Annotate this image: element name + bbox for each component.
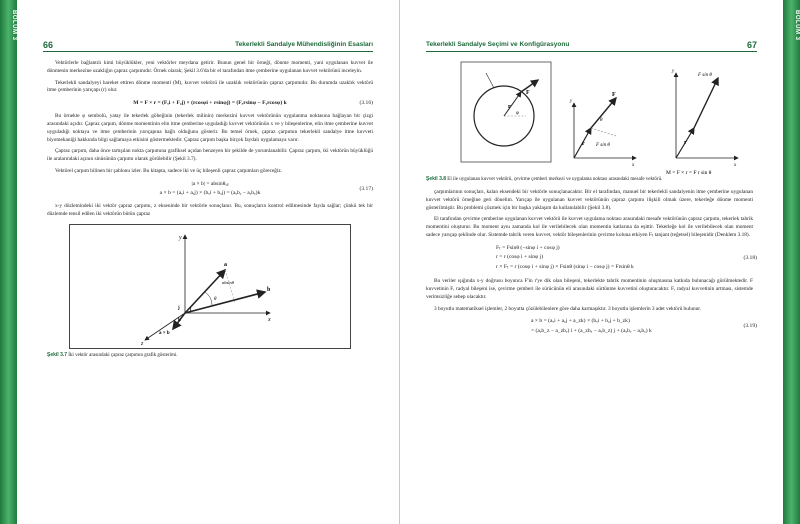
equation-number: (3.16) bbox=[359, 100, 373, 107]
paragraph: Vektörlerle bağlantılı kimi büyüklükler, yeni vektörler meydana getirir. Bunun genel bir örneği, dönme momenti, yani uygulanan kuvvet ile dönmenin merkezine uzaklığın çapraz çarpımıdır. Örnek olarak; Şekil 3.6'da bir el tarafından itme çemberine uygulanan kuvvet vektörünü inceleyin. bbox=[47, 60, 373, 74]
component-line bbox=[591, 128, 616, 136]
r-label-2: r bbox=[582, 141, 585, 147]
theta-label: θ bbox=[214, 297, 217, 303]
right-page bbox=[400, 0, 783, 524]
r-label-3: r bbox=[684, 140, 687, 146]
force-vector bbox=[591, 98, 616, 128]
equation-line: a × b = (aₓi + aᵧj + a_zk) × (bₓi + bᵧj + b_zk) bbox=[531, 318, 630, 325]
r-label: r bbox=[508, 104, 511, 110]
equation-line: a × b = (aₓi + aᵧj) × (bₓi + bᵧj) = (aₓbᵧ − aᵧbₓ)k bbox=[159, 189, 261, 196]
handrim-panel bbox=[461, 62, 551, 162]
left-page-body bbox=[47, 60, 373, 365]
right-page-header bbox=[426, 40, 757, 52]
Fsin-label-2: F sin θ bbox=[698, 73, 712, 78]
handrim-force-diagram bbox=[426, 58, 753, 176]
equation-text: M = F × r = (Fₓi + Fᵧj) × (rcosφi + rsinφj) = (Fₓrsinφ − Fᵧrcosφ) k bbox=[133, 100, 287, 107]
F-label: F bbox=[526, 90, 530, 96]
right-page-body bbox=[426, 58, 757, 342]
left-page bbox=[17, 0, 400, 524]
cross-product-diagram bbox=[70, 225, 350, 348]
x-label-2: x bbox=[734, 163, 737, 168]
F-label-2: F bbox=[612, 92, 616, 98]
y-label: y bbox=[570, 99, 573, 104]
moment-panel bbox=[666, 69, 738, 176]
vector-a bbox=[185, 270, 225, 313]
equation-line: Fₜ = Fsinθ (−sinφ i + cosφ j) bbox=[496, 244, 560, 251]
left-page-header bbox=[43, 40, 373, 52]
phi-label: φ bbox=[516, 111, 519, 116]
vector-b bbox=[185, 292, 265, 313]
figure-caption bbox=[47, 352, 373, 359]
a-label: a bbox=[224, 262, 227, 269]
equation-number: (3.19) bbox=[743, 323, 757, 330]
figure-3-8 bbox=[426, 58, 753, 176]
y-label-2: y bbox=[672, 69, 675, 74]
paragraph: Bu veriler ışığında x-y doğrusu boyunca F'in r'ye dik olan bileşeni, tekerlekte tahrik momentinin oluşmasına katkıda bulunacağı görülmektedir. F kuvvetinin Fᵣ radyal bileşeni ise, çevirme çemberi ile sürücünün eli arasındaki sürtünme kuvvetini oluşturacaktır. Fᵣ radyal kuvvetinin artması, sistemde verimsizliğe sebep olacaktır. bbox=[426, 278, 753, 300]
paragraph: El tarafından çevirme çemberine uygulanan kuvvet vektörü ile kuvvet uygulama noktası arasındaki mesafe vektörünün çapraz çarpımı, tekerlek tahrik momentini oluşturur. Bu moment aynı zamanda kol ile verilebilecek olan momentin katlarına da eşittir. Tekerleğe kol ile verilebilecek olan moment sadece yarıçap şeklinde olur. Sistemde tahrik veren kuvvet, vektör bileşenlerinin çevirme koluna etkiyen Fₜ tanjant (teğetsel) bileşenidir (Denklem 3.18). bbox=[426, 216, 753, 238]
absin-label: absinθ bbox=[222, 280, 234, 286]
moment-label: M = F × r = F r sin θ bbox=[666, 170, 712, 176]
figure-caption-text: El ile uygulanan kuvvet vektörü, çevirme çemberi merkezi ve uygulama noktası arasındaki mesafe vektörü. bbox=[447, 177, 663, 182]
paragraph: Vektörel çarpım bilinen bir şablonu izler. Bu kitapta, sadece iki ve üç bileşenli çapraz çarpımları göreceğiz. bbox=[55, 167, 283, 174]
paragraph: Çapraz çarpım, daha önce tartışılan nokta çarpımına grafiksel açıdan benzeyen bir şekilde de yorumlanabilir. Çapraz çarpım, iki vektörün büyüklüğü ile aralarındaki açının sinüsünün çarpımı olarak görülebilir (Şekil 3.7). bbox=[47, 148, 373, 163]
force-vector bbox=[694, 78, 718, 128]
equation-3-19 bbox=[531, 317, 757, 336]
x-label: x bbox=[268, 317, 271, 324]
axb-label: a × b bbox=[159, 331, 170, 337]
running-title-left: Tekerlekli Sandalye Mühendisliğinin Esasları bbox=[235, 41, 373, 48]
chapter-tab-left: BÖLÜM 3 bbox=[11, 10, 17, 41]
right-chapter-strip bbox=[783, 0, 800, 524]
j-label: j bbox=[178, 306, 180, 312]
theta-arc bbox=[205, 292, 212, 305]
b-label: b bbox=[267, 287, 271, 294]
z-label: z bbox=[141, 341, 144, 348]
page-number-left: 66 bbox=[43, 40, 54, 50]
paragraph: Tekerlekli sandalyeyi hareket ettiren dönme momenti (M), kuvvet vektörü ile uzaklık vektörünün çapraz çarpımıdır. Bu durumda uzaklık vektörü itme çemberinin yarıçapı (r) olur. bbox=[47, 79, 373, 94]
figure-3-7 bbox=[69, 224, 351, 349]
left-chapter-strip bbox=[0, 0, 17, 524]
Fsin-label: F sin θ bbox=[596, 143, 610, 148]
x-label: x bbox=[632, 163, 635, 168]
equation-line: |a × b| = absinθₐᵦ bbox=[191, 180, 229, 187]
equation-line: r × Fₜ = r (cosφ i + sinφ j) × Fsinθ (sinφ i − cosφ j) = Frsinθ k bbox=[496, 263, 634, 270]
hand-line bbox=[486, 73, 494, 88]
equation-3-16 bbox=[47, 99, 373, 108]
page-number-right: 67 bbox=[746, 40, 757, 50]
k-label: k bbox=[178, 318, 181, 324]
equation-number: (3.17) bbox=[359, 185, 373, 192]
height-line bbox=[225, 270, 235, 303]
i-label: i bbox=[190, 308, 192, 314]
equation-line: r = r (cosφ i + sinφ j) bbox=[496, 254, 544, 261]
theta-label: θ bbox=[600, 118, 603, 123]
paragraph: 3 boyutlu matematiksel işlemler, 2 boyutta çözülebilenlere göre daha karmaşıktır. 3 boyutlu işlemlerin 3 adet vektörü bulunur. bbox=[434, 305, 702, 312]
equation-3-18 bbox=[496, 244, 757, 273]
figure-caption-label: Şekil 3.8 bbox=[426, 176, 447, 182]
equation-line: = (aᵧb_z − a_zbᵧ) i + (a_zbₓ − aₓb_z) j + (aₓbᵧ − aᵧbₓ) k bbox=[531, 327, 652, 334]
decomposition-panel bbox=[569, 92, 636, 168]
paragraph: Bu örnekte φ sembolü, yatay ile tekerlek göbeğinin (tekerlek milinin) merkezini kuvvet vektörünün uygulanma noktasına bağlayan bir çizgi arasındaki açıdır. Çapraz çarpım, dönme momentinin elin itme çemberine uyguladığı kuvvet vektörünün x ve y bileşenlerine, elin itme çemberine kuvvet uyguladığı noktaya ve itme çemberinin yarıçapına bağlı olduğunu gösterir. Bu temel örnek, çapraz çarpımın tekerlekli sandalye itme kuvveti biyomekaniği hakkında bilgi sağlamaya etkisini göstermektedir. Çapraz çarpım başka birçok faydalı uygulamaya varır. bbox=[47, 113, 373, 143]
running-title-right: Tekerlekli Sandalye Seçimi ve Konfigürasyonu bbox=[426, 41, 570, 48]
equation-3-17 bbox=[47, 180, 373, 198]
figure-caption-text: İki vektör arasındaki çapraz çarpımın grafik gösterimi. bbox=[68, 353, 178, 359]
figure-caption-label: Şekil 3.7 bbox=[47, 352, 68, 359]
chapter-tab-right: BÖLÜM 3 bbox=[794, 10, 800, 41]
y-label: y bbox=[179, 235, 182, 242]
paragraph: çarpımlarının sonuçları, kalan eksendeki bir vektörle sonuçlanacaktır. Bir el tarafından, manuel bir tekerlekli sandalyenin itme çemberine uygulanan kuvvet vektörü örneğine geri dönelim. Yarıçap ile uygulanan kuvvet vektörünün çapraz çarpımı ilişkili olmak üzere, tekerleğe dönme momenti gösterilmiştir. Bu problemi çözmek için bir başka yaklaşım da kullanılabilir (Şekil 3.8). bbox=[426, 189, 753, 211]
figure-caption bbox=[426, 176, 753, 183]
paragraph: x-y düzlemindeki iki vektör çapraz çarpımı, z ekseninde bir vektörle sonuçlanır. Bu, sonuçların kontrol edilmesinde fayda sağlar; çünkü tek bir düzlemde tensil edilen iki vektörün bütün çapraz bbox=[47, 202, 373, 217]
equation-number: (3.18) bbox=[743, 254, 757, 261]
